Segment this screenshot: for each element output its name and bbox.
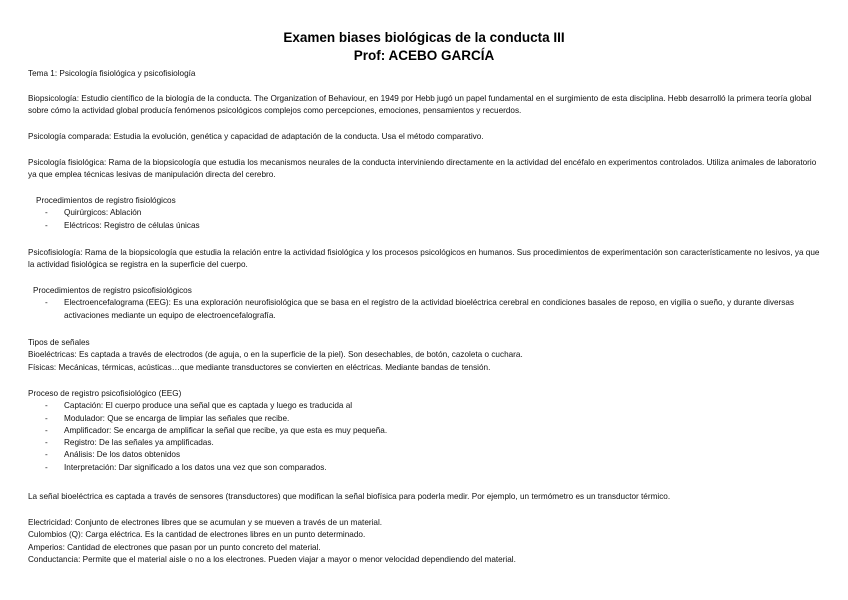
fisicas-line: Físicas: Mecánicas, térmicas, acústicas…que mediante transductores se convierten en eléctricas. Mediante bandas de tensión.: [28, 362, 491, 372]
document-title: Examen biases biológicas de la conducta III: [283, 30, 565, 45]
list-item: - Eléctricos: Registro de células únicas: [28, 220, 824, 232]
procedimientos-fisiologicos-heading: Procedimientos de registro fisiológicos: [36, 196, 176, 205]
procedimientos-fisiologicos-list: [28, 207, 824, 232]
biopsicologia-paragraph: Biopsicología: Estudio científico de la biología de la conducta. The Organization of Behaviour, en 1949 por Hebb jugó un papel fundamental en el surgimiento de esta disciplina. Hebb desarrolló la primera teoría global sobre cómo la actividad global producía fenómenos psicológicos complejos como percepciones, emociones, pensamientos y recuerdos.: [28, 94, 812, 116]
list-item: - Amplificador: Se encarga de amplificar la señal que recibe, ya que esta es muy pequeña.: [28, 425, 824, 437]
psicologia-comparada-paragraph: Psicología comparada: Estudia la evolución, genética y capacidad de adaptación de la conducta. Usa el método comparativo.: [28, 132, 484, 141]
topic-heading: Tema 1: Psicología fisiológica y psicofisiología: [28, 69, 196, 78]
tipos-senales-heading: Tipos de señales: [28, 338, 90, 347]
procedimientos-psicofisiologicos-section: [28, 285, 824, 322]
bioelectricas-line: Bioeléctricas: Es captada a través de electrodos (de aguja, o en la superficie de la piel). Son desechables, de botón, cazoleta o cuchara.: [28, 350, 523, 360]
list-item: - Registro: De las señales ya amplificadas.: [28, 437, 824, 449]
psicofisiologia-paragraph: Psicofisiología: Rama de la biopsicología que estudia la relación entre la actividad fisiológica y los procesos psicológicos en humanos. Sus procedimientos de experimentación son característicamente no lesivos, ya que la actividad fisiológica se registra en la superficie del cuerpo.: [28, 248, 820, 270]
list-item: - Análisis: De los datos obtenidos: [28, 449, 824, 461]
list-item: - Quirúrgicos: Ablación: [28, 207, 824, 219]
culombios-line: Culombios (Q): Carga eléctrica. Es la cantidad de electrones libres en un punto determinado.: [28, 530, 366, 540]
procedimientos-fisiologicos-section: [28, 195, 824, 232]
professor-name: Prof: ACEBO GARCÍA: [353, 48, 495, 63]
electricidad-line: Electricidad: Conjunto de electrones libres que se acumulan y se mueven a través de un material.: [28, 518, 383, 527]
procedimientos-psicofisiologicos-list: [28, 297, 824, 322]
list-item: - Electroencefalograma (EEG): Es una exploración neurofisiológica que se basa en el registro de la actividad bioeléctrica cerebral en condiciones basales de reposo, en vigilia o sueño, y durante diversas activaciones mediante un equipo de electroencefalografía.: [28, 297, 824, 322]
list-item: - Interpretación: Dar significado a los datos una vez que son comparados.: [28, 462, 824, 474]
procedimientos-psicofisiologicos-heading: Procedimientos de registro psicofisiológicos: [33, 286, 192, 295]
list-item: - Captación: El cuerpo produce una señal que es captada y luego es traducida al: [28, 400, 824, 412]
tipos-senales-section: [28, 337, 824, 374]
proceso-eeg-list: [28, 400, 824, 474]
proceso-eeg-heading: Proceso de registro psicofisiológico (EEG): [28, 389, 182, 398]
list-item: - Modulador: Que se encarga de limpiar las señales que recibe.: [28, 413, 824, 425]
conductancia-line: Conductancia: Permite que el material aisle o no a los electrones. Pueden viajar a mayor o menor velocidad dependiendo del material.: [28, 554, 516, 564]
psicologia-fisiologica-paragraph: Psicología fisiológica: Rama de la biopsicología que estudia los mecanismos neurales de la conducta interviniendo directamente en la actividad del encéfalo en experimentos controlados. Utiliza animales de laboratorio ya que emplea técnicas lesivas de manipulación directa del cerebro.: [28, 158, 817, 180]
proceso-eeg-section: [28, 388, 824, 474]
transductor-paragraph: La señal bioeléctrica es captada a través de sensores (transductores) que modifican la señal biofísica para poderla medir. Por ejemplo, un termómetro es un transductor térmico.: [28, 492, 671, 501]
conceptos-electricos-section: [28, 517, 824, 566]
amperios-line: Amperios: Cantidad de electrones que pasan por un punto concreto del material.: [28, 542, 321, 552]
